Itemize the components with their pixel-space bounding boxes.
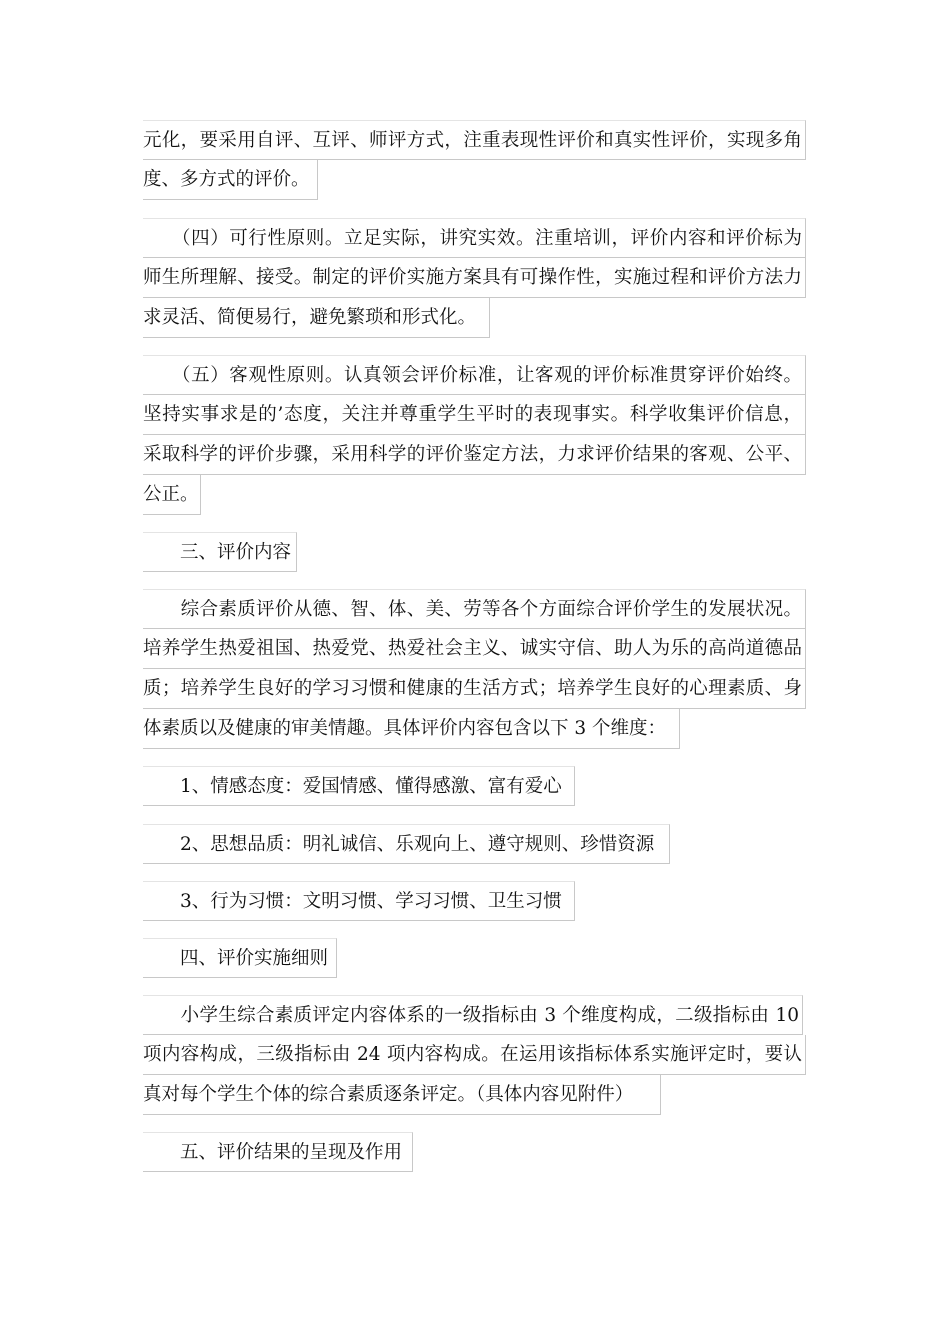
text-line xyxy=(143,120,806,160)
text-line xyxy=(143,589,806,629)
list-item xyxy=(143,766,575,806)
text-line-content: 综合素质评价从德、智、体、美、劳等各个方面综合评价学生的发展状况。 xyxy=(143,599,802,620)
text-line-content: 项内容构成，三级指标由 24 项内容构成。在运用该指标体系实施评定时，要认 xyxy=(143,1044,802,1065)
text-line-content: 元化，要采用自评、互评、师评方式，注重表现性评价和真实性评价，实现多角 xyxy=(143,130,802,151)
text-line xyxy=(143,669,806,709)
section-heading xyxy=(143,532,297,572)
text-line xyxy=(143,709,680,749)
text-line-content: 师生所理解、接受。制定的评价实施方案具有可操作性，实施过程和评价方法力 xyxy=(143,267,802,288)
section-heading-text: 三、评价内容 xyxy=(143,542,292,563)
text-line-content: 求灵活、简便易行，避免繁琐和形式化。 xyxy=(143,307,477,328)
text-line-content: 真对每个学生个体的综合素质逐条评定。（具体内容见附件） xyxy=(143,1084,634,1105)
section-heading-text: 四、评价实施细则 xyxy=(143,948,329,969)
text-line xyxy=(143,218,806,258)
text-line-content: 小学生综合素质评定内容体系的一级指标由 3 个维度构成，二级指标由 10 xyxy=(143,1005,799,1026)
text-line xyxy=(143,995,803,1035)
text-line xyxy=(143,475,201,515)
section-heading xyxy=(143,938,337,978)
text-line-content: （四）可行性原则。立足实际，讲究实效。注重培训，评价内容和评价标为 xyxy=(143,228,802,249)
list-item xyxy=(143,881,575,921)
text-line xyxy=(143,160,318,200)
list-item xyxy=(143,824,670,864)
section-heading xyxy=(143,1132,413,1172)
text-line xyxy=(143,298,490,338)
text-line xyxy=(143,395,806,435)
text-line-content: （五）客观性原则。认真领会评价标准，让客观的评价标准贯穿评价始终。 xyxy=(143,365,802,386)
text-line-content: 公正。 xyxy=(143,484,199,505)
text-line-content: 体素质以及健康的审美情趣。具体评价内容包含以下 3 个维度： xyxy=(143,718,667,739)
text-line xyxy=(143,1075,661,1115)
section-heading-text: 五、评价结果的呈现及作用 xyxy=(143,1142,403,1163)
text-line-content: 培养学生热爱祖国、热爱党、热爱社会主义、诚实守信、助人为乐的高尚道德品 xyxy=(143,638,802,659)
text-line xyxy=(143,258,806,298)
text-line-content: 采取科学的评价步骤，采用科学的评价鉴定方法，力求评价结果的客观、公平、 xyxy=(143,444,802,465)
list-item-text: 1、情感态度：爱国情感、懂得感激、富有爱心 xyxy=(143,776,562,797)
text-line xyxy=(143,1035,806,1075)
text-line-content: 质；培养学生良好的学习习惯和健康的生活方式；培养学生良好的心理素质、身 xyxy=(143,678,802,699)
text-line-content: 度、多方式的评价。 xyxy=(143,169,310,190)
text-line xyxy=(143,435,806,475)
list-item-text: 2、思想品质：明礼诚信、乐观向上、遵守规则、珍惜资源 xyxy=(143,834,655,855)
text-line xyxy=(143,629,806,669)
text-line-content: 坚持实事求是的’态度，关注并尊重学生平时的表现事实。科学收集评价信息， xyxy=(143,404,802,425)
text-line xyxy=(143,355,806,395)
list-item-text: 3、行为习惯：文明习惯、学习习惯、卫生习惯 xyxy=(143,891,562,912)
